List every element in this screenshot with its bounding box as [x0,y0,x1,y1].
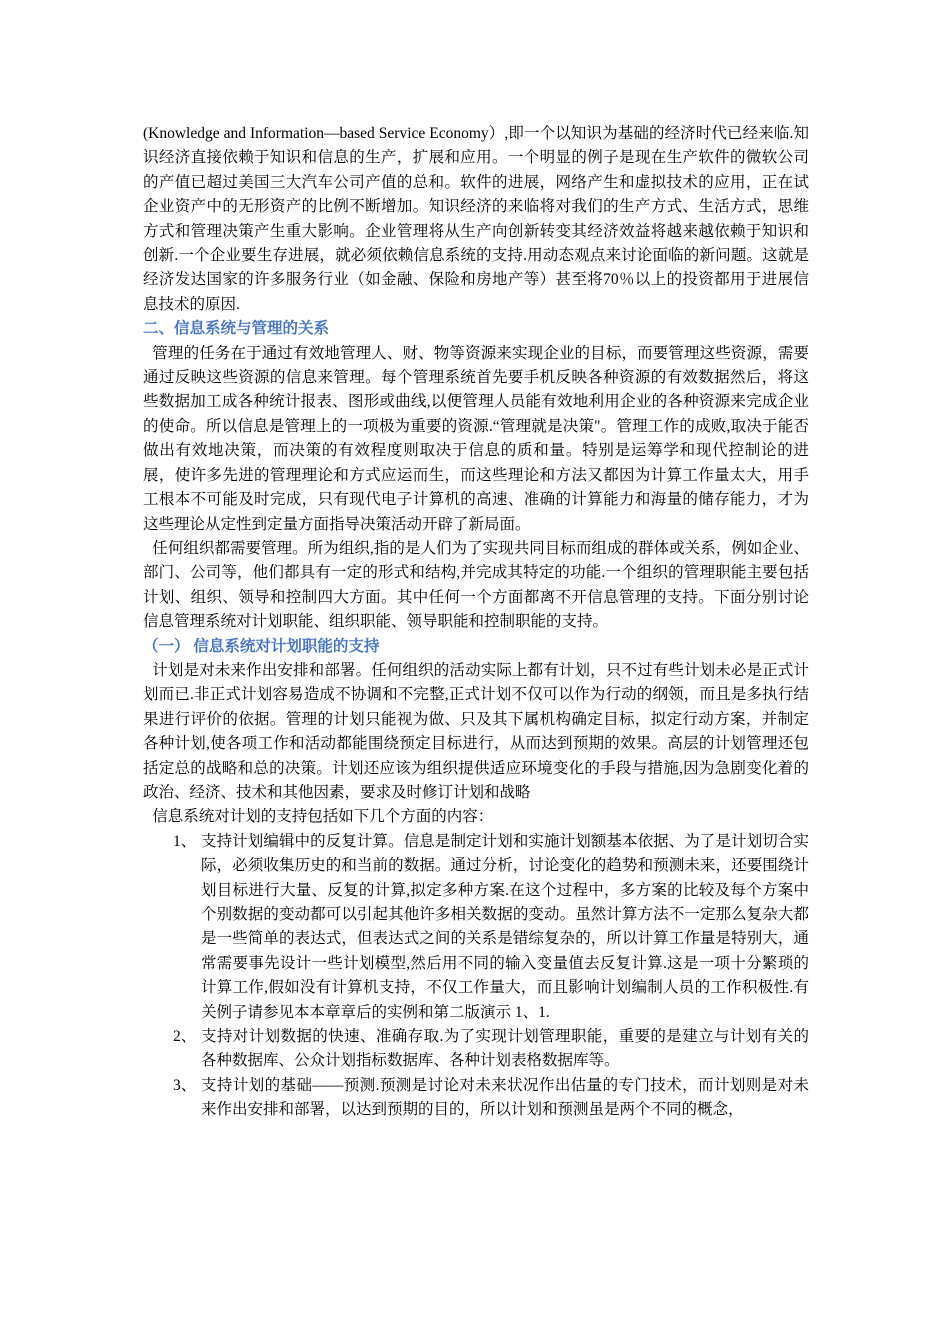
list-item-number: 2、 [173,1028,197,1046]
support-intro-paragraph: 信息系统对计划的支持包括如下几个方面的内容： [152,808,494,826]
list-item-number: 1、 [173,832,197,850]
document-page [143,122,809,1123]
list-item [143,1074,809,1123]
support-list [143,830,809,1123]
list-item-text: 支持计划编辑中的反复计算。信息是制定计划和实施计划额基本依据、为了是计划切合实际，必须收集历史的和当前的数据。通过分析，讨论变化的趋势和预测未来，还要围绕计划目标进行大量、反复的计算,拟定多种方案.在这个过程中，多方案的比较及每个方案中个别数据的变动都可以引起其他许多相关数据的变动。虽然计算方法不一定那么复杂大都是一些简单的表达式，但表达式之间的关系是错综复杂的，所以计算工作量是特别大，通常需要事先设计一些计划模型,然后用不同的输入变量值去反复计算.这是一项十分繁琐的计算工作,假如没有计算机支持，不仅工作量大，而且影响计划编制人员的工作积极性.有关例子请参见本本章章后的实例和第二版演示 1、1. [201,832,809,1021]
intro-paragraph: (Knowledge and Information—based Service Economy）,即一个以知识为基础的经济时代已经来临.知识经济直接依赖于知识和信息的生产，扩展和应用。一个明显的例子是现在生产软件的微软公司的产值已超过美国三大汽车公司产值的总和。软件的进展，网络产生和虚拟技术的应用，正在试企业资产中的无形资产的比例不断增加。知识经济的来临将对我们的生产方式、生活方式，思维方式和管理决策产生重大影响。企业管理将从生产向创新转变其经济效益将越来越依赖于知识和创新.一个企业要生存进展，就必须依赖信息系统的支持.用动态观点来讨论面临的新问题。这就是经济发达国家的许多服务行业（如金融、保险和房地产等）甚至将70％以上的投资都用于进展信息技术的原因. [143,125,809,313]
list-item [143,830,809,1025]
list-item-text: 支持对计划数据的快速、准确存取.为了实现计划管理职能，重要的是建立与计划有关的各种数据库、公众计划指标数据库、各种计划表格数据库等。 [201,1028,809,1070]
section-heading: 二、信息系统与管理的关系 [143,320,330,338]
list-item-text: 支持计划的基础——预测.预测是讨论对未来状况作出估量的专门技术，而计划则是对未来作出安排和部署，以达到预期的目的，所以计划和预测虽是两个不同的概念， [201,1076,809,1119]
list-item-number: 3、 [173,1076,197,1094]
planning-paragraph: 计划是对未来作出安排和部署。任何组织的活动实际上都有计划，只不过有些计划未必是正式计划而已.非正式计划容易造成不协调和不完整,正式计划不仅可以作为行动的纲领，而且是多执行结果进行评价的依据。管理的计划只能视为做、只及其下属机构确定目标，拟定行动方案，并制定各种计划,使各项工作和活动都能围绕预定目标进行，从而达到预期的效果。高层的计划管理还包括定总的战略和总的决策。计划还应该为组织提供适应环境变化的手段与措施,因为急剧变化着的政治、经济、技术和其他因素，要求及时修订计划和战略 [143,661,809,801]
management-paragraph-1: 管理的任务在于通过有效地管理人、财、物等资源来实现企业的目标，而要管理这些资源，需要通过反映这些资源的信息来管理。每个管理系统首先要手机反映各种资源的有效数据然后，将这些数据加工成各种统计报表、图形或曲线,以便管理人员能有效地利用企业的各种资源来完成企业的使命。所以信息是管理上的一项极为重要的资源.“管理就是决策"。管理工作的成败,取决于能否做出有效地决策，而决策的有效程度则取决于信息的质和量。特别是运筹学和现代控制论的进展，使许多先进的管理理论和方式应运而生，而这些理论和方法又都因为计算工作量太大，用手工根本不可能及时完成，只有现代电子计算机的高速、准确的计算能力和海量的储存能力，才为这些理论从定性到定量方面指导决策活动开辟了新局面。 [143,344,809,533]
subsection-heading: （一） 信息系统对计划职能的支持 [143,637,380,655]
management-paragraph-2: 任何组织都需要管理。所为组织,指的是人们为了实现共同目标而组成的群体或关系，例如企业、部门、公司等，他们都具有一定的形式和结构,并完成其特定的功能.一个组织的管理职能主要包括计划、组织、领导和控制四大方面。其中任何一个方面都离不开信息管理的支持。下面分别讨论信息管理系统对计划职能、组织职能、领导职能和控制职能的支持。 [143,539,809,631]
list-item [143,1025,809,1074]
